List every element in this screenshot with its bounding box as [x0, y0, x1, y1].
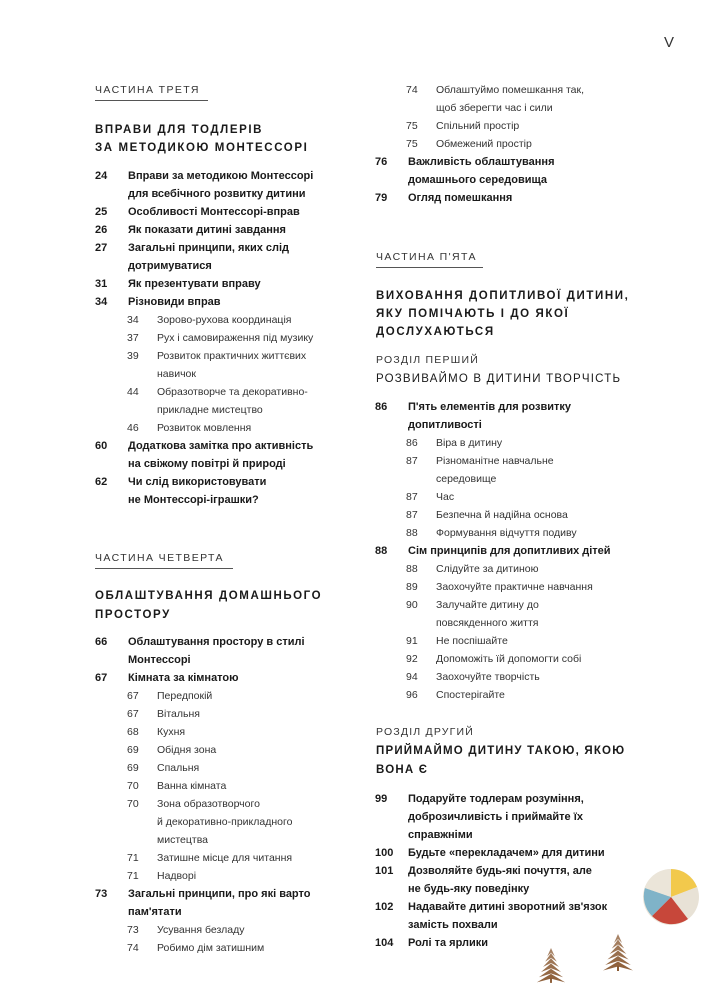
toc-subentry-title: Спільний простір [436, 120, 520, 132]
toc-entry-title: домашнього середовища [408, 174, 548, 186]
toc-subentry-page: 67 [127, 708, 139, 720]
toc-subentry-title: Обмежений простір [436, 138, 532, 150]
toc-subentry-page: 44 [127, 386, 139, 398]
toc-entry-page: 26 [95, 224, 108, 236]
toc-subentry-title: Час [436, 491, 455, 503]
toc-subentry-page: 86 [406, 437, 418, 449]
toc-entry-page: 62 [95, 476, 108, 488]
pinecone-icon [600, 930, 636, 972]
toc-subentry-title: Допоможіть їй допомогти собі [436, 653, 582, 665]
toc-entry-title: П'ять елементів для розвитку [408, 401, 571, 413]
toc-subentry-title: Усування безладу [157, 924, 245, 936]
toc-subentry-page: 71 [127, 852, 139, 864]
toc-subentry-title: Кухня [157, 726, 186, 738]
toc-subentry-title: Обідня зона [157, 744, 217, 756]
toc-entry-title: замість похвали [408, 919, 498, 931]
toc-subentry-title: Розвиток практичних життєвих [157, 350, 307, 362]
toc-subentry-page: 37 [127, 332, 139, 344]
toc-entry-title: Будьте «перекладачем» для дитини [408, 847, 605, 859]
toc-subentry-title: Різноманітне навчальне [436, 455, 554, 467]
toc-entry-title: Загальні принципи, про які варто [128, 888, 311, 900]
toc-subentry-title: Не поспішайте [436, 635, 508, 647]
toc-entry-page: 31 [95, 278, 108, 290]
toc-subentry-title: Заохочуйте творчість [436, 671, 540, 683]
toc-entry-page: 101 [375, 865, 394, 877]
part-title: ДОСЛУХАЮТЬСЯ [376, 326, 495, 338]
part-underline [95, 568, 233, 569]
toc-subentry-page: 67 [127, 690, 139, 702]
toc-entry-title: для всебічного розвитку дитини [128, 188, 306, 200]
toc-entry-title: пам'ятати [128, 906, 182, 918]
toc-entry-page: 102 [375, 901, 394, 913]
toc-subentry-title: Ванна кімната [157, 780, 227, 792]
toc-entry-title: Вправи за методикою Монтессорі [128, 170, 314, 182]
toc-entry-title: дотримуватися [128, 260, 212, 272]
toc-entry-title: Огляд помешкання [408, 192, 513, 204]
pinecone-icon [534, 944, 568, 984]
part-underline [95, 100, 208, 101]
toc-entry-title: Додаткова замітка про активність [128, 440, 314, 452]
toc-subentry-title: Слідуйте за дитиною [436, 563, 539, 575]
toc-subentry-title: середовище [436, 473, 497, 485]
toc-subentry-page: 74 [406, 84, 418, 96]
toc-subentry-title: Спальня [157, 762, 200, 774]
toc-entry-title: Ролі та ярлики [408, 937, 489, 949]
toc-entry-title: доброзичливість і приймайте їх [408, 811, 583, 823]
toc-entry-title: Загальні принципи, яких слід [128, 242, 290, 254]
toc-entry-title: не будь-яку поведінку [408, 883, 530, 895]
toc-entry-title: справжніми [408, 829, 473, 841]
toc-entry-title: не Монтессорі-іграшки? [128, 494, 259, 506]
toc-subentry-page: 96 [406, 689, 418, 701]
toc-entry-page: 99 [375, 793, 388, 805]
page-number: V [664, 34, 675, 51]
part-title: ЯКУ ПОМІЧАЮТЬ І ДО ЯКОЇ [376, 308, 570, 320]
toc-subentry-title: щоб зберегти час і сили [436, 102, 553, 114]
part-title: ОБЛАШТУВАННЯ ДОМАШНЬОГО [95, 590, 323, 602]
part-title: ВИХОВАННЯ ДОПИТЛИВОЇ ДИТИНИ, [376, 290, 630, 302]
toc-entry-page: 34 [95, 296, 108, 308]
toc-entry-page: 104 [375, 937, 394, 949]
toc-subentry-title: повсякденного життя [436, 617, 539, 629]
toc-entry-page: 100 [375, 847, 394, 859]
toc-subentry-title: й декоративно-прикладного [157, 816, 293, 828]
toc-entry-page: 76 [375, 156, 388, 168]
toc-subentry-title: Безпечна й надійна основа [436, 509, 568, 521]
toc-subentry-page: 74 [127, 942, 139, 954]
toc-entry-title: Подаруйте тодлерам розуміння, [408, 793, 584, 805]
toc-subentry-title: Затишне місце для читання [157, 852, 293, 864]
toc-entry-title: Дозволяйте будь-які почуття, але [408, 865, 592, 877]
toc-entry-page: 73 [95, 888, 108, 900]
toc-subentry-page: 34 [127, 314, 139, 326]
toc-entry-page: 67 [95, 672, 108, 684]
toc-entry-title: Важливість облаштування [408, 156, 555, 168]
toc-entry-title: допитливості [408, 419, 482, 431]
toc-entry-title: Надавайте дитині зворотний зв'язок [408, 901, 608, 913]
toc-subentry-page: 69 [127, 744, 139, 756]
toc-entry-title: на свіжому повітрі й природі [128, 458, 286, 470]
toc-entry-page: 25 [95, 206, 108, 218]
toc-subentry-page: 69 [127, 762, 139, 774]
toc-entry-page: 60 [95, 440, 108, 452]
toc-subentry-title: Спостерігайте [436, 689, 505, 701]
toc-subentry-page: 88 [406, 527, 418, 539]
toc-subentry-page: 39 [127, 350, 139, 362]
section-title: РОЗВИВАЙМО В ДИТИНИ ТВОРЧІСТЬ [376, 373, 622, 385]
toc-subentry-page: 94 [406, 671, 418, 683]
toc-entry-page: 24 [95, 170, 108, 182]
toc-subentry-page: 87 [406, 509, 418, 521]
toc-subentry-title: Надворі [157, 870, 197, 882]
toc-subentry-title: Вітальня [157, 708, 200, 720]
part-title: ВПРАВИ ДЛЯ ТОДЛЕРІВ [95, 124, 264, 136]
part-label: ЧАСТИНА ЧЕТВЕРТА [95, 552, 224, 564]
toc-subentry-title: Образотворче та декоративно- [157, 386, 308, 398]
toc-entry-title: Як презентувати вправу [128, 278, 261, 290]
part-label: ЧАСТИНА ТРЕТЯ [95, 84, 200, 96]
toc-subentry-page: 87 [406, 455, 418, 467]
part-underline [376, 267, 483, 268]
section-label: РОЗДІЛ ПЕРШИЙ [376, 354, 479, 366]
toc-subentry-page: 88 [406, 563, 418, 575]
toc-entry-title: Як показати дитині завдання [128, 224, 286, 236]
toc-subentry-title: Зорово-рухова координація [157, 314, 292, 326]
toc-entry-title: Різновиди вправ [128, 296, 221, 308]
toc-subentry-page: 73 [127, 924, 139, 936]
toc-subentry-page: 87 [406, 491, 418, 503]
part-label: ЧАСТИНА П'ЯТА [376, 251, 477, 263]
toc-entry-page: 79 [375, 192, 388, 204]
section-title: ПРИЙМАЙМО ДИТИНУ ТАКОЮ, ЯКОЮ [376, 745, 626, 757]
toc-subentry-page: 75 [406, 120, 418, 132]
toc-subentry-title: Рух і самовираження під музику [157, 332, 314, 344]
beach-ball-icon [640, 866, 702, 928]
toc-entry-page: 27 [95, 242, 108, 254]
toc-entry-title: Особливості Монтессорі-вправ [128, 206, 300, 218]
toc-entry-title: Кімната за кімнатою [128, 672, 239, 684]
section-label: РОЗДІЛ ДРУГИЙ [376, 726, 475, 738]
toc-subentry-page: 91 [406, 635, 418, 647]
toc-subentry-page: 75 [406, 138, 418, 150]
part-title: ПРОСТОРУ [95, 609, 171, 621]
toc-subentry-page: 92 [406, 653, 418, 665]
toc-subentry-page: 89 [406, 581, 418, 593]
toc-entry-page: 66 [95, 636, 108, 648]
toc-subentry-title: Зона образотворчого [157, 798, 260, 810]
toc-subentry-title: Формування відчуття подиву [436, 527, 577, 539]
toc-subentry-title: прикладне мистецтво [157, 404, 263, 416]
toc-subentry-page: 71 [127, 870, 139, 882]
toc-subentry-title: Облаштуймо помешкання так, [436, 84, 585, 96]
toc-subentry-page: 46 [127, 422, 139, 434]
toc-subentry-page: 70 [127, 798, 139, 810]
part-title: ЗА МЕТОДИКОЮ МОНТЕССОРІ [95, 142, 309, 154]
toc-subentry-title: Передпокій [157, 690, 213, 702]
toc-subentry-title: мистецтва [157, 834, 208, 846]
toc-subentry-title: Розвиток мовлення [157, 422, 252, 434]
toc-entry-page: 86 [375, 401, 388, 413]
toc-subentry-title: Залучайте дитину до [436, 599, 539, 611]
toc-subentry-page: 70 [127, 780, 139, 792]
toc-subentry-page: 90 [406, 599, 418, 611]
toc-entry-title: Монтессорі [128, 654, 191, 666]
toc-entry-title: Облаштування простору в стилі [128, 636, 305, 648]
section-title: ВОНА Є [376, 764, 429, 776]
toc-subentry-title: навичок [157, 368, 196, 380]
toc-subentry-page: 68 [127, 726, 139, 738]
toc-subentry-title: Робимо дім затишним [157, 942, 265, 954]
toc-entry-title: Сім принципів для допитливих дітей [408, 545, 611, 557]
toc-subentry-title: Заохочуйте практичне навчання [436, 581, 593, 593]
toc-entry-page: 88 [375, 545, 388, 557]
toc-subentry-title: Віра в дитину [436, 437, 503, 449]
toc-entry-title: Чи слід використовувати [128, 476, 267, 488]
